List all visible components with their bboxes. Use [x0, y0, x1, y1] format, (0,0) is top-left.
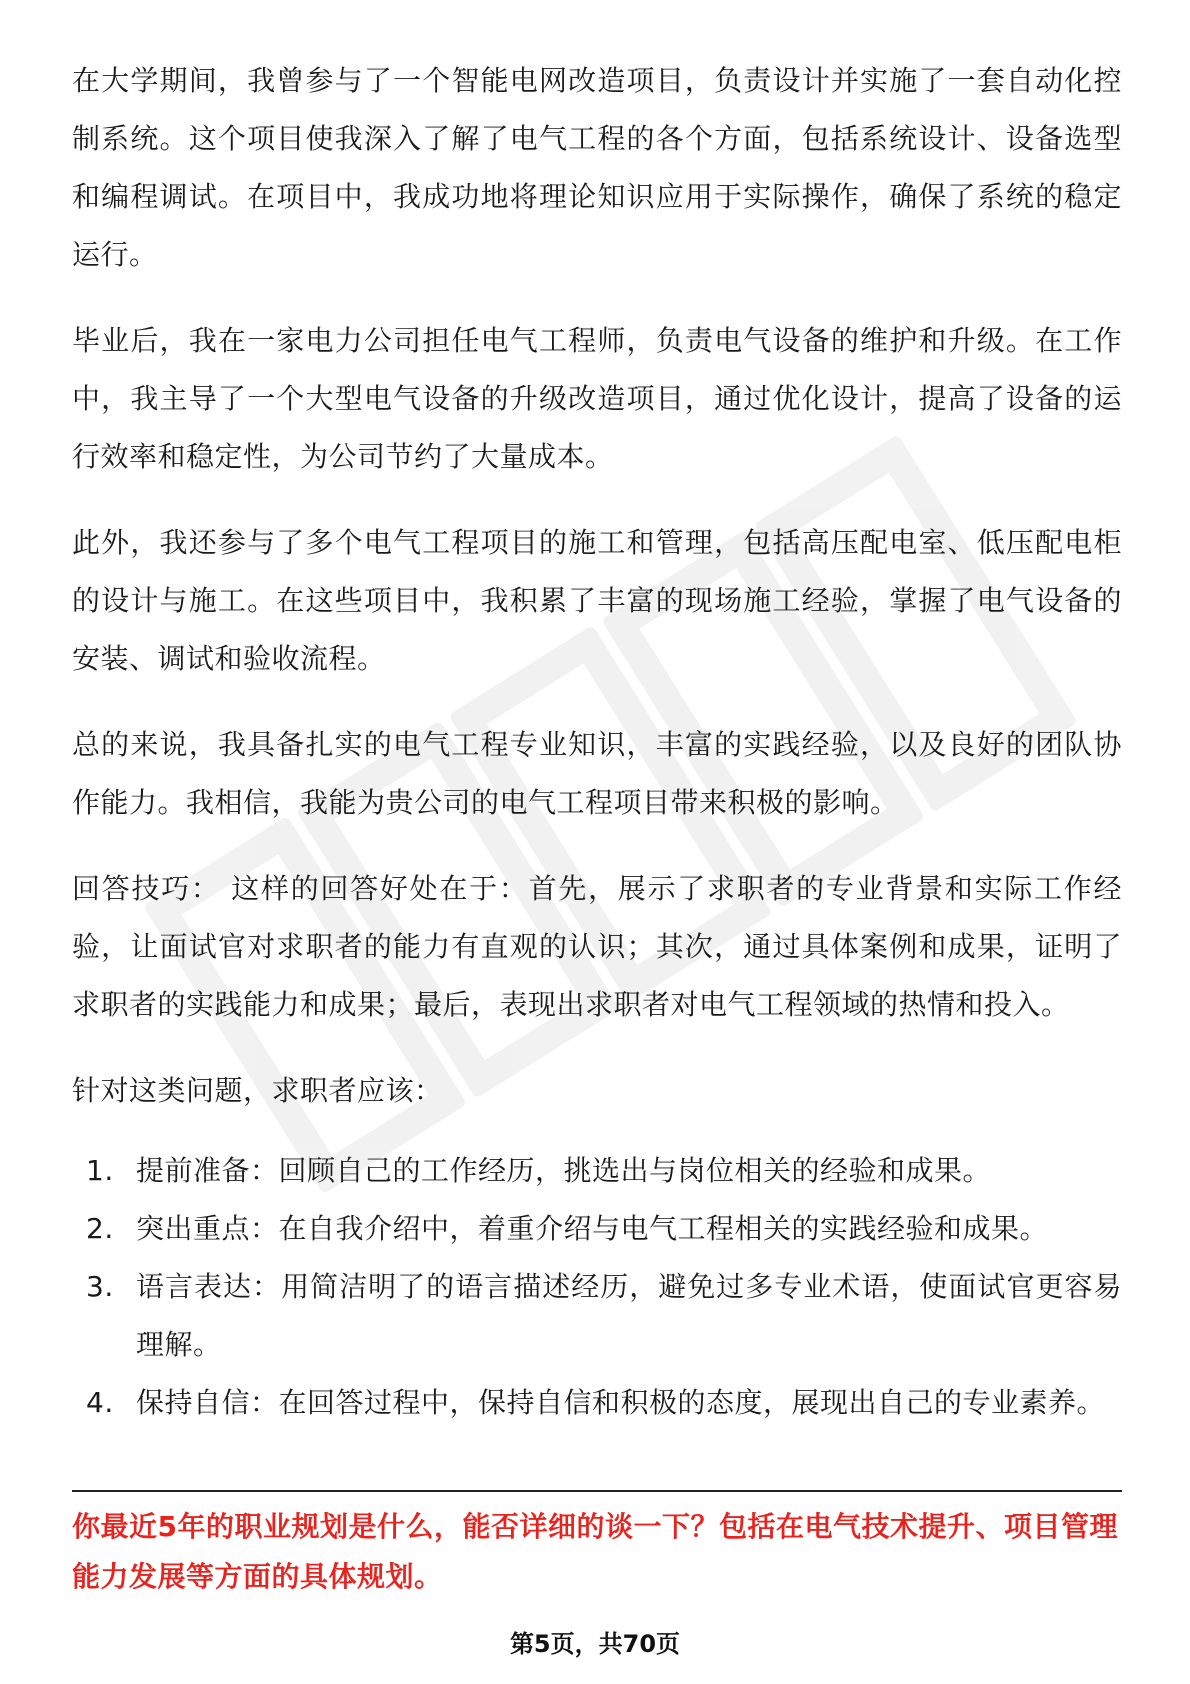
list-item: [72, 1258, 1122, 1374]
list-item-text: 语言表达：用简洁明了的语言描述经历，避免过多专业术语，使面试官更容易理解。: [136, 1270, 1122, 1361]
list-item: [72, 1374, 1122, 1432]
paragraph-work-experience: 毕业后，我在一家电力公司担任电气工程师，负责电气设备的维护和升级。在工作中，我主导了一个大型电气设备的升级改造项目，通过优化设计，提高了设备的运行效率和稳定性，为公司节约了大量成本。: [72, 324, 1122, 473]
page-number-footer: 第5页，共70页: [509, 1630, 681, 1658]
paragraph-summary: 总的来说，我具备扎实的电气工程专业知识，丰富的实践经验，以及良好的团队协作能力。我相信，我能为贵公司的电气工程项目带来积极的影响。: [72, 728, 1122, 819]
tips-list: [72, 1142, 1122, 1432]
paragraph-answer-tips: 回答技巧： 这样的回答好处在于：首先，展示了求职者的专业背景和实际工作经验，让面试官对求职者的能力有直观的认识；其次，通过具体案例和成果，证明了求职者的实践能力和成果；最后，表现出求职者对电气工程领域的热情和投入。: [72, 872, 1122, 1021]
list-item: [72, 1200, 1122, 1258]
list-item-number: 1.: [86, 1154, 114, 1187]
section-divider: [72, 1490, 1122, 1492]
paragraph-construction-management: 此外，我还参与了多个电气工程项目的施工和管理，包括高压配电室、低压配电柜的设计与施工。在这些项目中，我积累了丰富的现场施工经验，掌握了电气设备的安装、调试和验收流程。: [72, 526, 1122, 675]
list-item: [72, 1142, 1122, 1200]
list-item-text: 提前准备：回顾自己的工作经历，挑选出与岗位相关的经验和成果。: [136, 1154, 992, 1187]
list-item-number: 4.: [86, 1386, 114, 1419]
list-item-number: 3.: [86, 1270, 114, 1303]
paragraph-university-project: 在大学期间，我曾参与了一个智能电网改造项目，负责设计并实施了一套自动化控制系统。这个项目使我深入了解了电气工程的各个方面，包括系统设计、设备选型和编程调试。在项目中，我成功地将理论知识应用于实际操作，确保了系统的稳定运行。: [72, 64, 1122, 271]
list-intro: 针对这类问题，求职者应该：: [72, 1074, 443, 1107]
document-body: [72, 52, 1122, 1432]
list-item-text: 突出重点：在自我介绍中，着重介绍与电气工程相关的实践经验和成果。: [136, 1212, 1049, 1245]
list-item-text: 保持自信：在回答过程中，保持自信和积极的态度，展现出自己的专业素养。: [136, 1386, 1106, 1419]
next-question-heading: 你最近5年的职业规划是什么，能否详细的谈一下？包括在电气技术提升、项目管理能力发展等方面的具体规划。: [72, 1510, 1118, 1593]
list-item-number: 2.: [86, 1212, 114, 1245]
